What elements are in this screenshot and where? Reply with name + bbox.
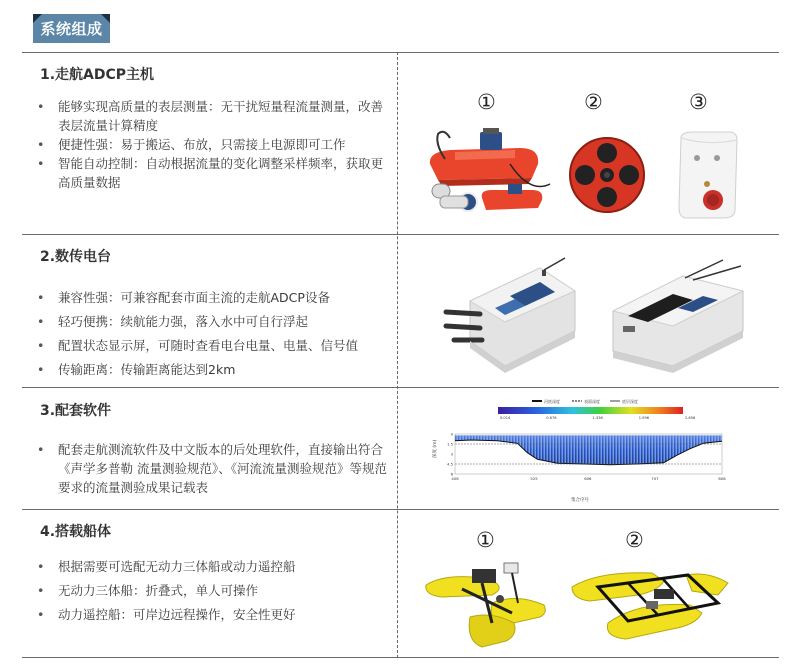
x-tick-label: 406 <box>451 476 459 481</box>
y-tick-label: 3 <box>450 451 453 457</box>
divider-top <box>22 52 779 53</box>
section-title-boats: 4.搭载船体 <box>40 524 112 540</box>
y-tick-label: 0 <box>450 431 453 437</box>
list-item: • 轻巧便携：续航能力强，落入水中可自行浮起 <box>35 312 390 331</box>
adcp-transducer-image <box>567 135 647 215</box>
colorbar-tick-label: 1.996 <box>638 416 650 420</box>
section-title-radio: 2.数传电台 <box>40 249 112 265</box>
list-item: • 便捷性强：易于搬运、布放，只需接上电源即可工作 <box>35 135 390 154</box>
y-axis-ticks <box>447 431 454 476</box>
flow-profile-chart <box>430 396 730 504</box>
adcp-cylinder-image <box>673 128 743 223</box>
section-header <box>33 14 110 43</box>
chart-legend <box>532 398 638 404</box>
image-label-1: ① <box>477 90 496 114</box>
list-item: • 智能自动控制：自动根据流量的变化调整采样频率，获取更高质量数据 <box>35 154 390 192</box>
list-item: • 能够实现高质量的表层测量：无干扰短量程流量测量，改善表层流量计算精度 <box>35 97 390 135</box>
legend-item-2: 底层深度 <box>622 399 638 404</box>
trimaran-boat-image <box>422 555 552 655</box>
corner-mark-icon <box>33 14 42 23</box>
boat-label-1: ① <box>476 528 495 552</box>
y-tick-label: 1.5 <box>446 441 453 447</box>
legend-item-1: 表面深度 <box>584 399 600 404</box>
radio-device-image <box>440 256 590 376</box>
list-item: • 动力遥控船：可岸边远程操作，安全性更好 <box>35 605 390 624</box>
colorbar-tick-label: 1.336 <box>592 416 603 420</box>
list-item: • 无动力三体船：折叠式，单人可操作 <box>35 581 390 600</box>
y-axis-label: 深度 (m) <box>433 439 438 458</box>
divider-bottom <box>22 657 779 658</box>
divider-3 <box>22 509 779 510</box>
image-label-2: ② <box>584 90 603 114</box>
x-tick-label: 808 <box>718 476 726 481</box>
image-label-3: ③ <box>689 90 708 114</box>
colorbar <box>498 407 683 414</box>
divider-1 <box>22 234 779 235</box>
bullet-list-adcp <box>35 97 390 192</box>
x-tick-label: 525 <box>530 476 538 481</box>
section-title-software: 3.配套软件 <box>40 403 112 419</box>
legend-item-0: 河底深度 <box>544 399 560 404</box>
remote-boat-image <box>568 553 733 653</box>
y-tick-label: 6 <box>450 471 453 477</box>
bullet-list-radio <box>35 288 390 379</box>
list-item: • 传输距离：传输距离能达到2km <box>35 360 390 379</box>
section-title-adcp: 1.走航ADCP主机 <box>40 67 155 83</box>
list-item: • 配套走航测流软件及中文版本的后处理软件，直接输出符合《声学多普勒 流量测验规范》、《河流流量测验规范》等规范要求的流量测验成果记载表 <box>35 440 390 497</box>
x-axis-label: 集合序号 <box>571 498 589 503</box>
corner-mark-icon <box>101 14 110 23</box>
colorbar-tick-label: 0.676 <box>546 416 557 420</box>
adcp-boat-image <box>420 124 560 224</box>
bullet-list-software <box>35 440 390 497</box>
list-item: • 兼容性强：可兼容配套市面主流的走航ADCP设备 <box>35 288 390 307</box>
chart-plot-area <box>455 434 722 474</box>
x-tick-label: 606 <box>584 476 592 481</box>
divider-2 <box>22 387 779 388</box>
y-tick-label: 4.5 <box>446 461 453 467</box>
boat-label-2: ② <box>625 528 644 552</box>
x-axis-ticks <box>451 476 726 481</box>
bullet-list-boats <box>35 557 390 624</box>
colorbar-tick-label: 0.014 <box>500 416 511 420</box>
x-tick-label: 707 <box>651 476 659 481</box>
list-item: • 根据需要可选配无动力三体船或动力遥控船 <box>35 557 390 576</box>
column-divider <box>397 52 398 658</box>
colorbar-tick-label: 2.656 <box>685 416 696 420</box>
colorbar-ticks <box>500 416 696 420</box>
radio-device-image <box>603 256 753 376</box>
section-header-title: 系统组成 <box>40 20 103 38</box>
list-item: • 配置状态显示屏，可随时查看电台电量、电量、信号值 <box>35 336 390 355</box>
